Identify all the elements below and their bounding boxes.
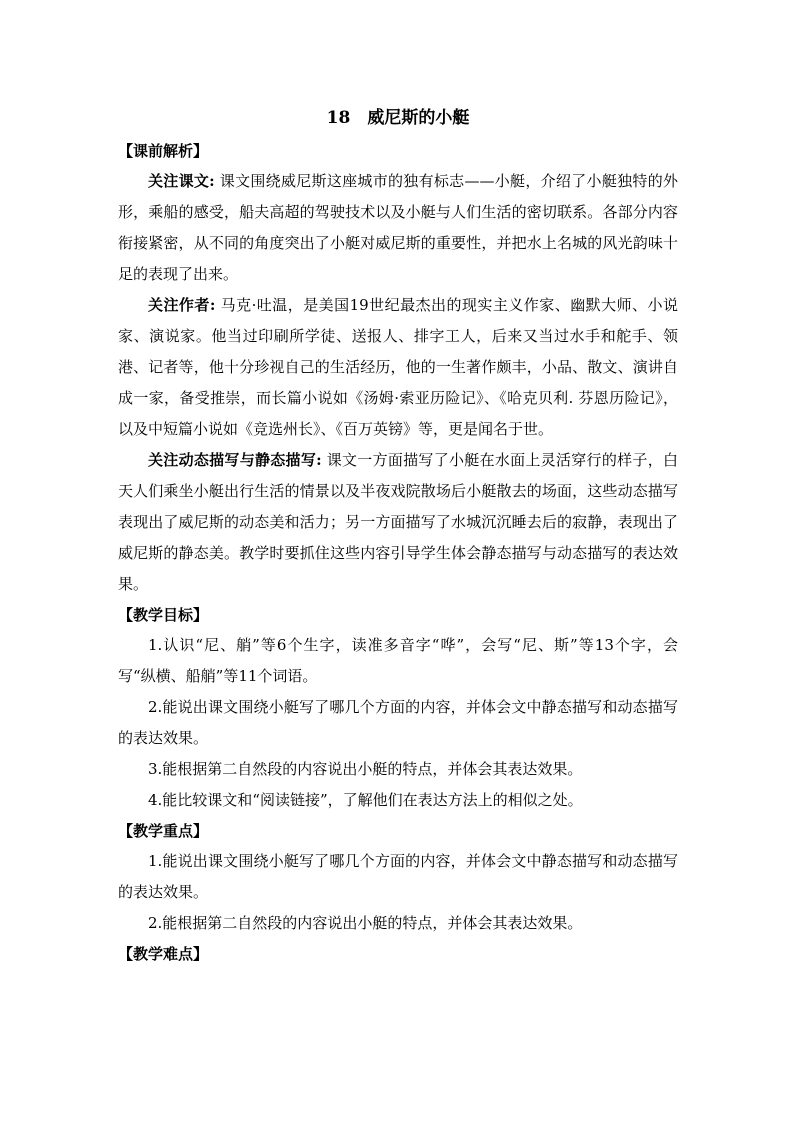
goal-item: 2.能说出课文围绕小艇写了哪几个方面的内容，并体会文中静态描写和动态描写的表达效果。 <box>118 698 678 747</box>
paragraph-lead: 关注动态描写与静态描写: <box>148 451 322 469</box>
paragraph-lead: 关注作者: <box>148 296 216 314</box>
goal-item: 4.能比较课文和“阅读链接”，了解他们在表达方法上的相似之处。 <box>148 791 583 809</box>
paragraph-focus-description <box>118 445 678 600</box>
paragraph-focus-author <box>118 290 678 445</box>
paragraph-body: 马克·吐温，是美国19世纪最杰出的现实主义作家、幽默大师、小说家、演说家。他当过印刷所学徒、送报人、排字工人，后来又当过水手和舵手、领港、记者等，他十分珍视自己的生活经历，他的一生著作颇丰，小品、散文、演讲自成一家，备受推崇，而长篇小说如《汤姆·索亚历险记》、《哈克贝利. 芬恩历险记》，以及中短篇小说如《竞选州长》、《百万英镑》等，更是闻名于世。 <box>118 296 678 438</box>
section-heading-analysis: 【课前解析】 <box>118 142 209 160</box>
section-heading-goals: 【教学目标】 <box>118 606 209 624</box>
section-heading-key-points: 【教学重点】 <box>118 822 209 840</box>
paragraph-lead: 关注课文: <box>148 172 215 190</box>
key-point-item: 1.能说出课文围绕小艇写了哪几个方面的内容，并体会文中静态描写和动态描写的表达效果。 <box>118 852 678 901</box>
goal-item: 1.认识“尼、艄”等6个生字，读准多音字“哗”，会写“尼、斯”等13个字，会写“纵横、船艄”等11个词语。 <box>118 636 678 685</box>
paragraph-focus-text <box>118 166 678 290</box>
goal-item: 3.能根据第二自然段的内容说出小艇的特点，并体会其表达效果。 <box>148 760 583 778</box>
paragraph-body: 课文围绕威尼斯这座城市的独有标志——小艇，介绍了小艇独特的外形，乘船的感受，船夫高超的驾驶技术以及小艇与人们生活的密切联系。各部分内容衔接紧密，从不同的角度突出了小艇对威尼斯的重要性，并把水上名城的风光韵味十足的表现了出来。 <box>118 172 678 283</box>
document-title: 18 威尼斯的小艇 <box>326 108 470 128</box>
section-heading-difficulties: 【教学难点】 <box>118 945 209 963</box>
key-point-item: 2.能根据第二自然段的内容说出小艇的特点，并体会其表达效果。 <box>148 914 583 932</box>
paragraph-body: 课文一方面描写了小艇在水面上灵活穿行的样子，白天人们乘坐小艇出行生活的情景以及半夜戏院散场后小艇散去的场面，这些动态描写表现出了威尼斯的动态美和活力；另一方面描写了水城沉沉睡去后的寂静，表现出了威尼斯的静态美。教学时要抓住这些内容引导学生体会静态描写与动态描写的表达效果。 <box>118 451 678 593</box>
document-page <box>118 100 678 969</box>
